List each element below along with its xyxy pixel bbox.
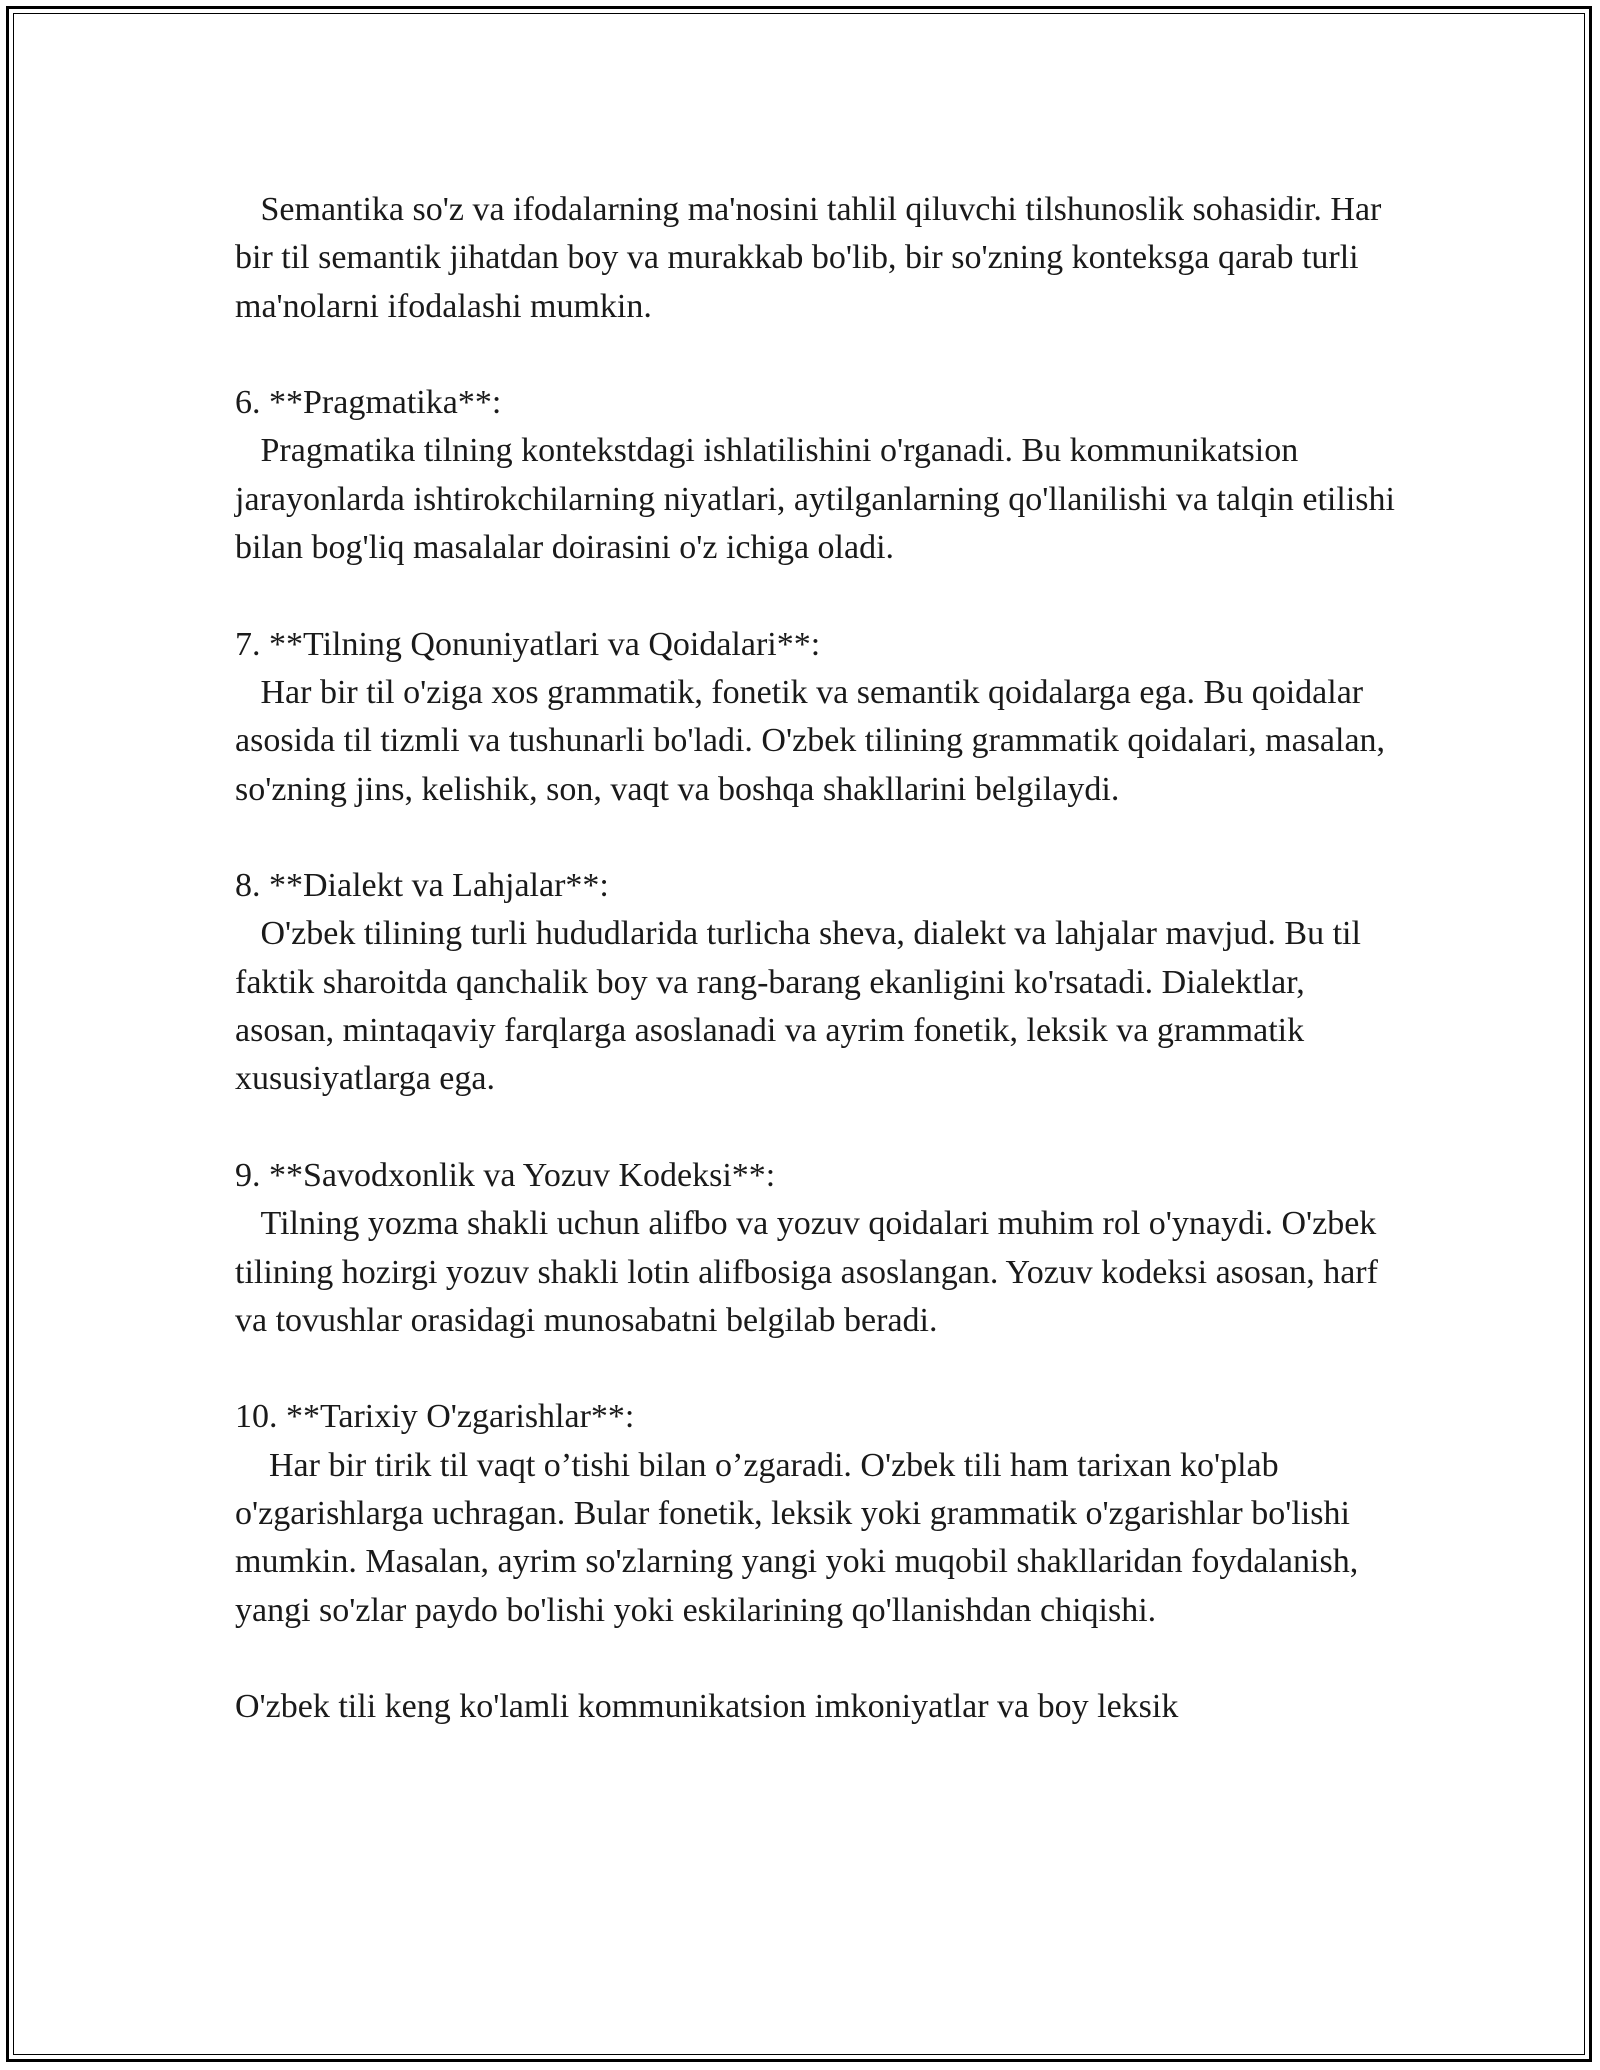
section-paragraph: O'zbek tili keng ko'lamli kommunikatsion imkoniyatlar va boy leksik <box>235 1688 1179 1726</box>
section-heading: 6. **Pragmatika**: <box>235 384 502 422</box>
section-heading: 7. **Tilning Qonuniyatlari va Qoidalari**: <box>235 625 821 663</box>
section-paragraph: O'zbek tilining turli hududlarida turlicha sheva, dialekt va lahjalar mavjud. Bu til faktik sharoitda qanchalik boy va rang-barang ekanligini ko'rsatadi. Dialektlar, asosan, mintaqaviy farqlarga asoslanadi va ayrim fonetik, leksik va grammatik xususiyatlarga ega. <box>235 915 1370 1098</box>
section-paragraph: Har bir tirik til vaqt o’tishi bilan o’zgaradi. O'zbek tili ham tarixan ko'plab o'zgarishlarga uchragan. Bular fonetik, leksik yoki grammatik o'zgarishlar bo'lishi mumkin. Masalan, ayrim so'zlarning yangi yoki muqobil shakllaridan foydalanish, yangi so'zlar paydo bo'lishi yoki eskilarining qo'llanishdan chiqishi. <box>235 1446 1367 1629</box>
section-heading: 9. **Savodxonlik va Yozuv Kodeksi**: <box>235 1156 776 1194</box>
document-body <box>235 186 1404 1732</box>
section-conclusion <box>235 1683 1395 1731</box>
section-dialekt <box>235 862 1395 1103</box>
section-tarixiy <box>235 1393 1395 1634</box>
section-paragraph: Tilning yozma shakli uchun alifbo va yozuv qoidalari muhim rol o'ynaydi. O'zbek tilining hozirgi yozuv shakli lotin alifbosiga asoslangan. Yozuv kodeksi asosan, harf va tovushlar orasidagi munosabatni belgilab beradi. <box>235 1205 1387 1339</box>
section-paragraph: Semantika so'z va ifodalarning ma'nosini tahlil qiluvchi tilshunoslik sohasidir. Har bir til semantik jihatdan boy va murakkab bo'lib, bir so'zning konteksga qarab turli ma'nolarni ifodalashi mumkin. <box>235 191 1390 325</box>
section-paragraph: Pragmatika tilning kontekstdagi ishlatilishini o'rganadi. Bu kommunikatsion jarayonlarda ishtirokchilarning niyatlari, aytilganlarning qo'llanilishi va talqin etilishi bilan bog'liq masalalar doirasini o'z ichiga oladi. <box>235 432 1404 567</box>
section-savodxonlik <box>235 1152 1395 1345</box>
section-heading: 8. **Dialekt va Lahjalar**: <box>235 867 609 905</box>
section-qonuniyatlar <box>235 621 1395 814</box>
section-semantika-continued <box>235 186 1395 331</box>
section-paragraph: Har bir til o'ziga xos grammatik, fonetik va semantik qoidalarga ega. Bu qoidalar asosida til tizmli va tushunarli bo'ladi. O'zbek tilining grammatik qoidalari, masalan, so'zning jins, kelishik, son, vaqt va boshqa shakllarini belgilaydi. <box>235 673 1394 808</box>
section-pragmatika <box>235 379 1404 572</box>
section-heading: 10. **Tarixiy O'zgarishlar**: <box>235 1398 635 1436</box>
